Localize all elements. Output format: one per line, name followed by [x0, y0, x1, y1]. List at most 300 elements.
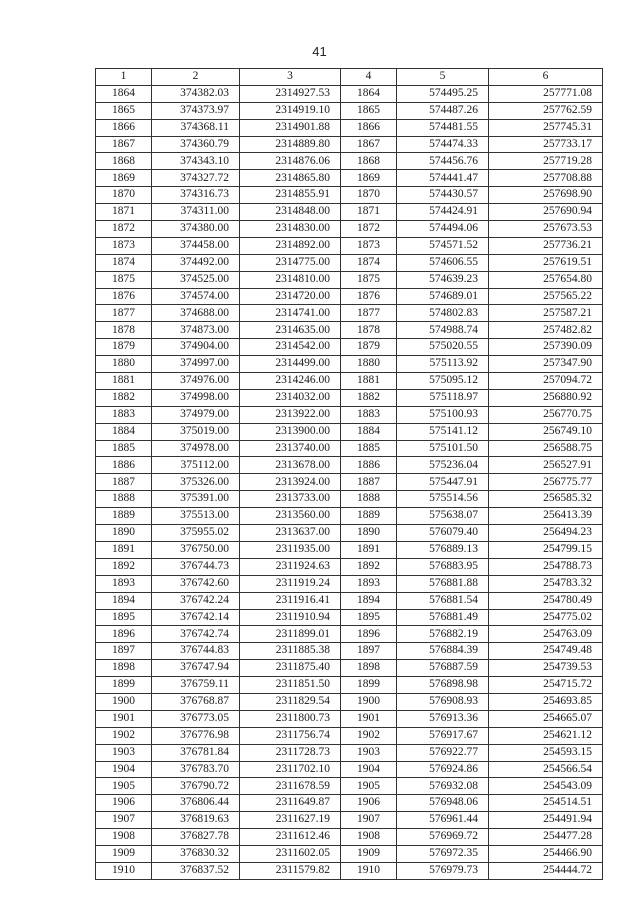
- x-coordinate-b-cell: 576889.13: [397, 541, 489, 558]
- y-coordinate-a-cell: 2311875.40: [240, 660, 341, 677]
- x-coordinate-b-cell: 574474.33: [397, 136, 489, 153]
- y-coordinate-b-cell: 254466.90: [489, 845, 603, 862]
- point-number-cell: 1901: [96, 710, 152, 727]
- y-coordinate-a-cell: 2314919.10: [240, 102, 341, 119]
- table-row: [96, 102, 603, 119]
- point-number-cell: 1895: [96, 609, 152, 626]
- column-header-3: 3: [240, 69, 341, 86]
- x-coordinate-b-cell: 576948.06: [397, 795, 489, 812]
- x-coordinate-b-cell: 576924.86: [397, 761, 489, 778]
- y-coordinate-b-cell: 254788.73: [489, 558, 603, 575]
- point-number-cell: 1896: [96, 626, 152, 643]
- x-coordinate-a-cell: 376827.78: [152, 829, 240, 846]
- table-row: [96, 761, 603, 778]
- point-number-cell: 1897: [96, 643, 152, 660]
- point-number-cell: 1906: [96, 795, 152, 812]
- table-body: [96, 85, 603, 879]
- x-coordinate-a-cell: 376768.87: [152, 693, 240, 710]
- x-coordinate-a-cell: 374360.79: [152, 136, 240, 153]
- x-coordinate-b-cell: 576917.67: [397, 727, 489, 744]
- x-coordinate-b-cell: 575101.50: [397, 440, 489, 457]
- y-coordinate-a-cell: 2311602.05: [240, 845, 341, 862]
- table-row: [96, 153, 603, 170]
- point-number-cell: 1879: [96, 339, 152, 356]
- y-coordinate-a-cell: 2313637.00: [240, 525, 341, 542]
- table-row: [96, 339, 603, 356]
- y-coordinate-a-cell: 2311851.50: [240, 677, 341, 694]
- table-row: [96, 389, 603, 406]
- y-coordinate-a-cell: 2313922.00: [240, 406, 341, 423]
- x-coordinate-a-cell: 376744.73: [152, 558, 240, 575]
- x-coordinate-a-cell: 374873.00: [152, 322, 240, 339]
- y-coordinate-b-cell: 257698.90: [489, 187, 603, 204]
- y-coordinate-b-cell: 257587.21: [489, 305, 603, 322]
- x-coordinate-b-cell: 576908.93: [397, 693, 489, 710]
- x-coordinate-a-cell: 374904.00: [152, 339, 240, 356]
- table-row: [96, 592, 603, 609]
- table-row: [96, 322, 603, 339]
- y-coordinate-b-cell: 257719.28: [489, 153, 603, 170]
- x-coordinate-a-cell: 376742.24: [152, 592, 240, 609]
- table-row: [96, 204, 603, 221]
- x-coordinate-a-cell: 374382.03: [152, 85, 240, 102]
- point-number-b-cell: 1882: [341, 389, 397, 406]
- x-coordinate-b-cell: 574494.06: [397, 221, 489, 238]
- y-coordinate-a-cell: 2314635.00: [240, 322, 341, 339]
- point-number-cell: 1892: [96, 558, 152, 575]
- x-coordinate-a-cell: 376744.83: [152, 643, 240, 660]
- y-coordinate-a-cell: 2311649.87: [240, 795, 341, 812]
- point-number-b-cell: 1869: [341, 170, 397, 187]
- table-row: [96, 541, 603, 558]
- y-coordinate-a-cell: 2314889.80: [240, 136, 341, 153]
- point-number-b-cell: 1897: [341, 643, 397, 660]
- table-row: [96, 795, 603, 812]
- x-coordinate-a-cell: 376742.14: [152, 609, 240, 626]
- x-coordinate-b-cell: 575236.04: [397, 457, 489, 474]
- table-row: [96, 744, 603, 761]
- y-coordinate-b-cell: 256749.10: [489, 423, 603, 440]
- table-header: [96, 69, 603, 86]
- x-coordinate-a-cell: 374311.00: [152, 204, 240, 221]
- point-number-b-cell: 1907: [341, 812, 397, 829]
- x-coordinate-b-cell: 576898.98: [397, 677, 489, 694]
- table-row: [96, 778, 603, 795]
- y-coordinate-a-cell: 2314720.00: [240, 288, 341, 305]
- y-coordinate-b-cell: 254491.94: [489, 812, 603, 829]
- x-coordinate-b-cell: 576961.44: [397, 812, 489, 829]
- table-row: [96, 305, 603, 322]
- table-row: [96, 643, 603, 660]
- x-coordinate-a-cell: 374373.97: [152, 102, 240, 119]
- point-number-b-cell: 1885: [341, 440, 397, 457]
- point-number-b-cell: 1892: [341, 558, 397, 575]
- table-row: [96, 170, 603, 187]
- y-coordinate-b-cell: 257390.09: [489, 339, 603, 356]
- point-number-cell: 1869: [96, 170, 152, 187]
- table-row: [96, 356, 603, 373]
- y-coordinate-a-cell: 2314848.00: [240, 204, 341, 221]
- x-coordinate-b-cell: 576079.40: [397, 525, 489, 542]
- point-number-b-cell: 1902: [341, 727, 397, 744]
- table-row: [96, 693, 603, 710]
- x-coordinate-b-cell: 575118.97: [397, 389, 489, 406]
- x-coordinate-b-cell: 574495.25: [397, 85, 489, 102]
- table-row: [96, 136, 603, 153]
- y-coordinate-b-cell: 257482.82: [489, 322, 603, 339]
- y-coordinate-b-cell: 254799.15: [489, 541, 603, 558]
- point-number-cell: 1905: [96, 778, 152, 795]
- point-number-b-cell: 1898: [341, 660, 397, 677]
- y-coordinate-b-cell: 257619.51: [489, 254, 603, 271]
- point-number-b-cell: 1868: [341, 153, 397, 170]
- y-coordinate-a-cell: 2313560.00: [240, 508, 341, 525]
- point-number-b-cell: 1893: [341, 575, 397, 592]
- point-number-cell: 1877: [96, 305, 152, 322]
- point-number-cell: 1893: [96, 575, 152, 592]
- point-number-b-cell: 1908: [341, 829, 397, 846]
- point-number-cell: 1885: [96, 440, 152, 457]
- point-number-cell: 1884: [96, 423, 152, 440]
- x-coordinate-b-cell: 574441.47: [397, 170, 489, 187]
- point-number-b-cell: 1896: [341, 626, 397, 643]
- point-number-b-cell: 1880: [341, 356, 397, 373]
- table-row: [96, 474, 603, 491]
- point-number-cell: 1872: [96, 221, 152, 238]
- table-row: [96, 119, 603, 136]
- y-coordinate-b-cell: 256527.91: [489, 457, 603, 474]
- point-number-b-cell: 1884: [341, 423, 397, 440]
- table-row: [96, 677, 603, 694]
- point-number-b-cell: 1881: [341, 373, 397, 390]
- y-coordinate-b-cell: 254477.28: [489, 829, 603, 846]
- x-coordinate-b-cell: 574802.83: [397, 305, 489, 322]
- point-number-b-cell: 1900: [341, 693, 397, 710]
- y-coordinate-a-cell: 2311916.41: [240, 592, 341, 609]
- point-number-b-cell: 1874: [341, 254, 397, 271]
- x-coordinate-b-cell: 574639.23: [397, 271, 489, 288]
- point-number-b-cell: 1870: [341, 187, 397, 204]
- point-number-cell: 1873: [96, 237, 152, 254]
- point-number-cell: 1881: [96, 373, 152, 390]
- point-number-cell: 1875: [96, 271, 152, 288]
- point-number-cell: 1876: [96, 288, 152, 305]
- x-coordinate-b-cell: 575514.56: [397, 491, 489, 508]
- y-coordinate-b-cell: 254715.72: [489, 677, 603, 694]
- y-coordinate-a-cell: 2314810.00: [240, 271, 341, 288]
- y-coordinate-b-cell: 257565.22: [489, 288, 603, 305]
- point-number-cell: 1900: [96, 693, 152, 710]
- point-number-b-cell: 1890: [341, 525, 397, 542]
- y-coordinate-a-cell: 2314865.80: [240, 170, 341, 187]
- x-coordinate-b-cell: 575447.91: [397, 474, 489, 491]
- point-number-b-cell: 1871: [341, 204, 397, 221]
- point-number-cell: 1882: [96, 389, 152, 406]
- x-coordinate-a-cell: 374492.00: [152, 254, 240, 271]
- point-number-cell: 1887: [96, 474, 152, 491]
- x-coordinate-b-cell: 574481.55: [397, 119, 489, 136]
- table-row: [96, 727, 603, 744]
- point-number-cell: 1874: [96, 254, 152, 271]
- x-coordinate-a-cell: 376773.05: [152, 710, 240, 727]
- x-coordinate-a-cell: 374525.00: [152, 271, 240, 288]
- x-coordinate-b-cell: 576884.39: [397, 643, 489, 660]
- table-row: [96, 288, 603, 305]
- table-row: [96, 829, 603, 846]
- point-number-b-cell: 1879: [341, 339, 397, 356]
- y-coordinate-b-cell: 254593.15: [489, 744, 603, 761]
- point-number-b-cell: 1864: [341, 85, 397, 102]
- point-number-b-cell: 1889: [341, 508, 397, 525]
- y-coordinate-b-cell: 254621.12: [489, 727, 603, 744]
- x-coordinate-a-cell: 374997.00: [152, 356, 240, 373]
- point-number-cell: 1868: [96, 153, 152, 170]
- y-coordinate-a-cell: 2311756.74: [240, 727, 341, 744]
- coordinates-table: [95, 68, 603, 880]
- y-coordinate-b-cell: 257690.94: [489, 204, 603, 221]
- point-number-cell: 1908: [96, 829, 152, 846]
- point-number-cell: 1910: [96, 862, 152, 879]
- y-coordinate-b-cell: 256413.39: [489, 508, 603, 525]
- point-number-b-cell: 1867: [341, 136, 397, 153]
- y-coordinate-a-cell: 2311910.94: [240, 609, 341, 626]
- x-coordinate-b-cell: 576913.36: [397, 710, 489, 727]
- x-coordinate-b-cell: 574689.01: [397, 288, 489, 305]
- y-coordinate-a-cell: 2314499.00: [240, 356, 341, 373]
- x-coordinate-b-cell: 574571.52: [397, 237, 489, 254]
- point-number-cell: 1870: [96, 187, 152, 204]
- table-row: [96, 508, 603, 525]
- point-number-b-cell: 1909: [341, 845, 397, 862]
- point-number-b-cell: 1872: [341, 221, 397, 238]
- y-coordinate-a-cell: 2311627.19: [240, 812, 341, 829]
- point-number-cell: 1909: [96, 845, 152, 862]
- point-number-cell: 1864: [96, 85, 152, 102]
- point-number-cell: 1889: [96, 508, 152, 525]
- point-number-cell: 1891: [96, 541, 152, 558]
- x-coordinate-b-cell: 575095.12: [397, 373, 489, 390]
- point-number-b-cell: 1905: [341, 778, 397, 795]
- y-coordinate-b-cell: 254514.51: [489, 795, 603, 812]
- column-header-1: 1: [96, 69, 152, 86]
- page-number: 41: [312, 44, 327, 59]
- x-coordinate-b-cell: 574487.26: [397, 102, 489, 119]
- point-number-b-cell: 1878: [341, 322, 397, 339]
- y-coordinate-a-cell: 2314741.00: [240, 305, 341, 322]
- point-number-cell: 1866: [96, 119, 152, 136]
- point-number-b-cell: 1883: [341, 406, 397, 423]
- point-number-cell: 1871: [96, 204, 152, 221]
- x-coordinate-b-cell: 576881.88: [397, 575, 489, 592]
- y-coordinate-b-cell: 254543.09: [489, 778, 603, 795]
- point-number-cell: 1880: [96, 356, 152, 373]
- y-coordinate-b-cell: 257654.80: [489, 271, 603, 288]
- x-coordinate-a-cell: 375326.00: [152, 474, 240, 491]
- table-row: [96, 575, 603, 592]
- y-coordinate-a-cell: 2314830.00: [240, 221, 341, 238]
- y-coordinate-a-cell: 2314775.00: [240, 254, 341, 271]
- table-row: [96, 221, 603, 238]
- header-row: [96, 69, 603, 86]
- x-coordinate-a-cell: 376781.84: [152, 744, 240, 761]
- table-row: [96, 812, 603, 829]
- y-coordinate-a-cell: 2311919.24: [240, 575, 341, 592]
- point-number-b-cell: 1888: [341, 491, 397, 508]
- point-number-b-cell: 1886: [341, 457, 397, 474]
- x-coordinate-b-cell: 576881.54: [397, 592, 489, 609]
- x-coordinate-a-cell: 376819.63: [152, 812, 240, 829]
- y-coordinate-a-cell: 2314542.00: [240, 339, 341, 356]
- x-coordinate-b-cell: 574606.55: [397, 254, 489, 271]
- y-coordinate-b-cell: 256588.75: [489, 440, 603, 457]
- x-coordinate-a-cell: 374979.00: [152, 406, 240, 423]
- x-coordinate-a-cell: 376776.98: [152, 727, 240, 744]
- y-coordinate-b-cell: 256494.23: [489, 525, 603, 542]
- y-coordinate-b-cell: 257736.21: [489, 237, 603, 254]
- y-coordinate-a-cell: 2313924.00: [240, 474, 341, 491]
- point-number-b-cell: 1894: [341, 592, 397, 609]
- y-coordinate-b-cell: 256585.32: [489, 491, 603, 508]
- x-coordinate-a-cell: 374343.10: [152, 153, 240, 170]
- point-number-cell: 1894: [96, 592, 152, 609]
- x-coordinate-b-cell: 574430.57: [397, 187, 489, 204]
- column-header-6: 6: [489, 69, 603, 86]
- table-row: [96, 373, 603, 390]
- table-row: [96, 423, 603, 440]
- y-coordinate-a-cell: 2314855.91: [240, 187, 341, 204]
- x-coordinate-a-cell: 376837.52: [152, 862, 240, 879]
- x-coordinate-a-cell: 376750.00: [152, 541, 240, 558]
- point-number-b-cell: 1899: [341, 677, 397, 694]
- y-coordinate-b-cell: 254783.32: [489, 575, 603, 592]
- table-row: [96, 254, 603, 271]
- x-coordinate-a-cell: 374368.11: [152, 119, 240, 136]
- y-coordinate-b-cell: 254739.53: [489, 660, 603, 677]
- point-number-cell: 1898: [96, 660, 152, 677]
- y-coordinate-b-cell: 257673.53: [489, 221, 603, 238]
- x-coordinate-a-cell: 376783.70: [152, 761, 240, 778]
- x-coordinate-b-cell: 574988.74: [397, 322, 489, 339]
- point-number-cell: 1865: [96, 102, 152, 119]
- x-coordinate-b-cell: 574456.76: [397, 153, 489, 170]
- y-coordinate-a-cell: 2311800.73: [240, 710, 341, 727]
- point-number-b-cell: 1903: [341, 744, 397, 761]
- x-coordinate-b-cell: 575113.92: [397, 356, 489, 373]
- x-coordinate-a-cell: 376830.32: [152, 845, 240, 862]
- y-coordinate-b-cell: 254775.02: [489, 609, 603, 626]
- x-coordinate-a-cell: 376742.74: [152, 626, 240, 643]
- y-coordinate-b-cell: 254693.85: [489, 693, 603, 710]
- table-row: [96, 237, 603, 254]
- x-coordinate-a-cell: 376759.11: [152, 677, 240, 694]
- x-coordinate-a-cell: 375955.02: [152, 525, 240, 542]
- y-coordinate-a-cell: 2311829.54: [240, 693, 341, 710]
- point-number-b-cell: 1875: [341, 271, 397, 288]
- x-coordinate-b-cell: 575638.07: [397, 508, 489, 525]
- point-number-b-cell: 1891: [341, 541, 397, 558]
- y-coordinate-b-cell: 254566.54: [489, 761, 603, 778]
- y-coordinate-a-cell: 2313733.00: [240, 491, 341, 508]
- x-coordinate-a-cell: 375019.00: [152, 423, 240, 440]
- point-number-cell: 1867: [96, 136, 152, 153]
- table-row: [96, 660, 603, 677]
- x-coordinate-a-cell: 374688.00: [152, 305, 240, 322]
- point-number-b-cell: 1904: [341, 761, 397, 778]
- y-coordinate-b-cell: 257733.17: [489, 136, 603, 153]
- point-number-b-cell: 1901: [341, 710, 397, 727]
- x-coordinate-b-cell: 575020.55: [397, 339, 489, 356]
- x-coordinate-b-cell: 575141.12: [397, 423, 489, 440]
- point-number-b-cell: 1865: [341, 102, 397, 119]
- x-coordinate-a-cell: 374574.00: [152, 288, 240, 305]
- table-row: [96, 862, 603, 879]
- x-coordinate-a-cell: 374458.00: [152, 237, 240, 254]
- point-number-cell: 1907: [96, 812, 152, 829]
- y-coordinate-a-cell: 2314927.53: [240, 85, 341, 102]
- table-row: [96, 187, 603, 204]
- y-coordinate-a-cell: 2311899.01: [240, 626, 341, 643]
- table-row: [96, 845, 603, 862]
- y-coordinate-a-cell: 2311579.82: [240, 862, 341, 879]
- y-coordinate-b-cell: 257708.88: [489, 170, 603, 187]
- x-coordinate-b-cell: 576969.72: [397, 829, 489, 846]
- table-row: [96, 491, 603, 508]
- point-number-b-cell: 1906: [341, 795, 397, 812]
- y-coordinate-b-cell: 254444.72: [489, 862, 603, 879]
- x-coordinate-a-cell: 374380.00: [152, 221, 240, 238]
- table-row: [96, 525, 603, 542]
- y-coordinate-a-cell: 2311678.59: [240, 778, 341, 795]
- y-coordinate-a-cell: 2314032.00: [240, 389, 341, 406]
- point-number-cell: 1888: [96, 491, 152, 508]
- column-header-5: 5: [397, 69, 489, 86]
- y-coordinate-a-cell: 2311702.10: [240, 761, 341, 778]
- point-number-cell: 1903: [96, 744, 152, 761]
- y-coordinate-b-cell: 256775.77: [489, 474, 603, 491]
- table-row: [96, 457, 603, 474]
- x-coordinate-a-cell: 376790.72: [152, 778, 240, 795]
- table-row: [96, 558, 603, 575]
- y-coordinate-a-cell: 2314876.06: [240, 153, 341, 170]
- point-number-b-cell: 1866: [341, 119, 397, 136]
- x-coordinate-a-cell: 375112.00: [152, 457, 240, 474]
- point-number-cell: 1878: [96, 322, 152, 339]
- table-row: [96, 85, 603, 102]
- table-row: [96, 271, 603, 288]
- x-coordinate-b-cell: 576922.77: [397, 744, 489, 761]
- y-coordinate-b-cell: 257771.08: [489, 85, 603, 102]
- x-coordinate-a-cell: 376806.44: [152, 795, 240, 812]
- y-coordinate-a-cell: 2313900.00: [240, 423, 341, 440]
- y-coordinate-a-cell: 2314901.88: [240, 119, 341, 136]
- point-number-cell: 1886: [96, 457, 152, 474]
- y-coordinate-b-cell: 257762.59: [489, 102, 603, 119]
- table-row: [96, 626, 603, 643]
- x-coordinate-b-cell: 576882.19: [397, 626, 489, 643]
- column-header-2: 2: [152, 69, 240, 86]
- x-coordinate-a-cell: 374978.00: [152, 440, 240, 457]
- y-coordinate-b-cell: 254665.07: [489, 710, 603, 727]
- table-row: [96, 440, 603, 457]
- column-header-4: 4: [341, 69, 397, 86]
- point-number-b-cell: 1910: [341, 862, 397, 879]
- x-coordinate-a-cell: 375391.00: [152, 491, 240, 508]
- point-number-cell: 1902: [96, 727, 152, 744]
- point-number-cell: 1883: [96, 406, 152, 423]
- y-coordinate-a-cell: 2313740.00: [240, 440, 341, 457]
- x-coordinate-a-cell: 374976.00: [152, 373, 240, 390]
- x-coordinate-a-cell: 374316.73: [152, 187, 240, 204]
